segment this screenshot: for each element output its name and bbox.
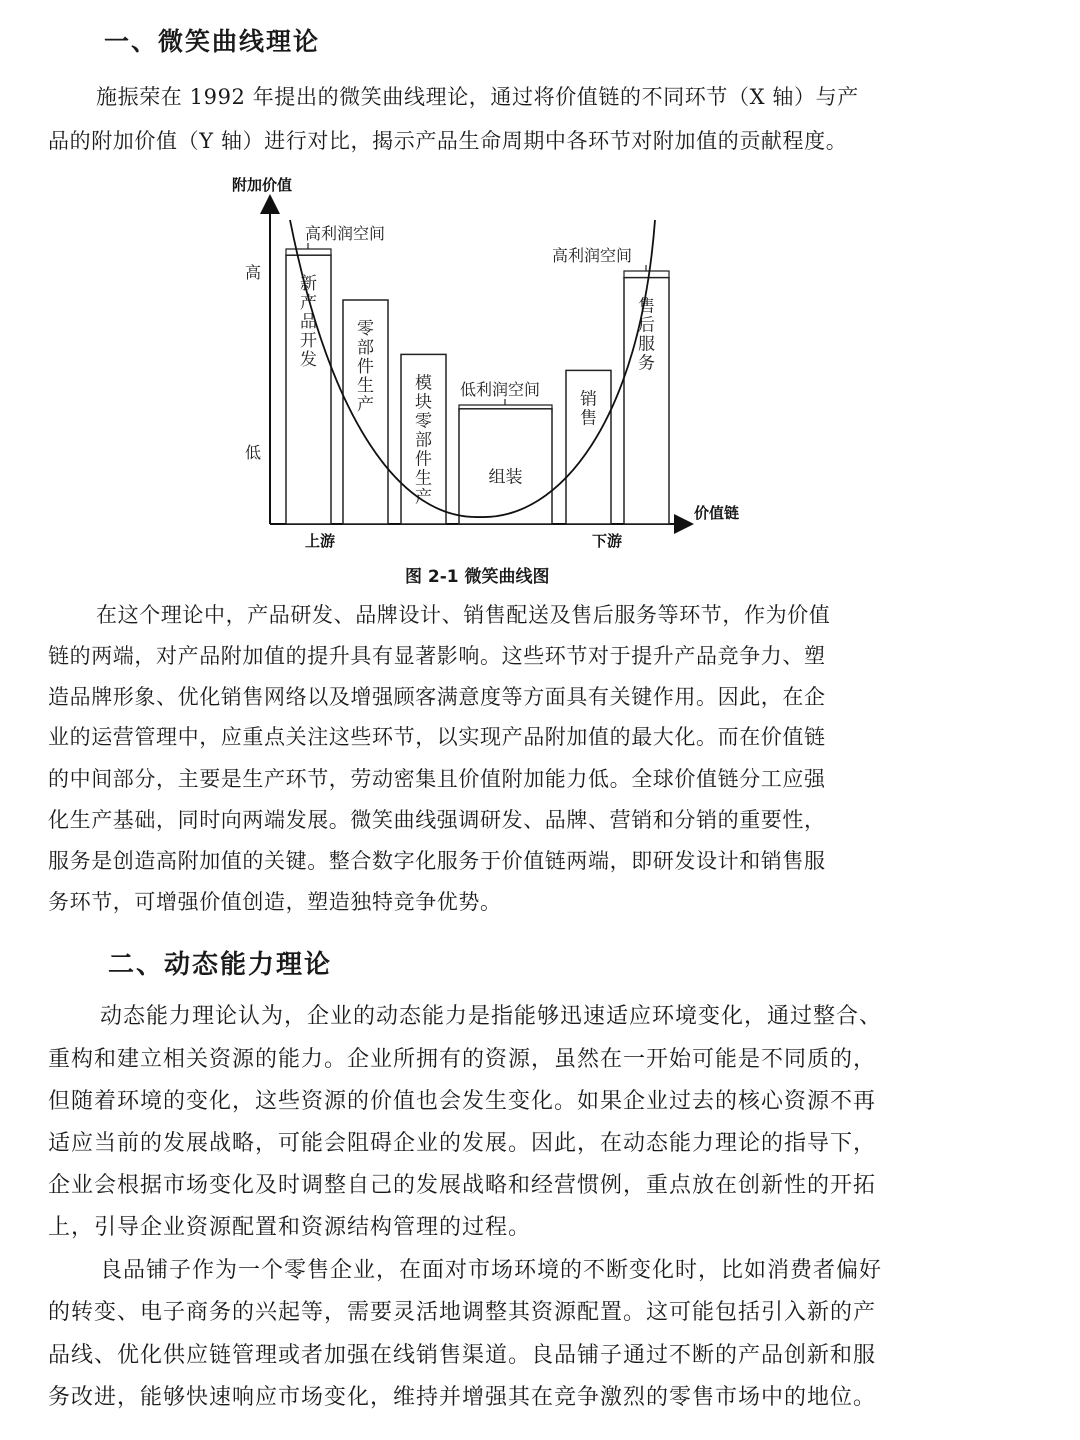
bar-label-4: 销售 <box>580 389 597 429</box>
paragraph-line: 企业会根据市场变化及时调整自己的发展战略和经营惯例，重点放在创新性的开拓 <box>48 1173 877 1198</box>
y-tick-high: 高 <box>245 263 262 282</box>
paragraph-line: 在这个理论中，产品研发、品牌设计、销售配送及售后服务等环节，作为价值 <box>96 603 831 627</box>
bracket-right <box>624 265 669 278</box>
bar-label-3: 组装 <box>488 467 523 488</box>
paragraph-line: 品线、优化供应链管理或者加强在线销售渠道。良品铺子通过不断的产品创新和服 <box>48 1343 877 1368</box>
bar-label-5: 售后服务 <box>638 296 655 374</box>
bar-label-1: 零部件生产 <box>357 319 374 415</box>
paragraph-line: 务改进，能够快速响应市场变化，维持并增强其在竞争激烈的零售市场中的地位。 <box>48 1385 877 1410</box>
x-tick-upstream: 上游 <box>305 532 336 550</box>
annotation-high-profit-right: 高利润空间 <box>552 246 633 265</box>
section-1-heading: 一、微笑曲线理论 <box>104 27 321 56</box>
paragraph-line: 动态能力理论认为，企业的动态能力是指能够迅速适应环境变化，通过整合、 <box>100 1004 883 1029</box>
paragraph-line: 链的两端，对产品附加值的提升具有显著影响。这些环节对于提升产品竞争力、塑 <box>48 644 826 668</box>
figure-caption: 图 2-1 微笑曲线图 <box>405 567 550 587</box>
paragraph-line: 的中间部分，主要是生产环节，劳动密集且价值附加能力低。全球价值链分工应强 <box>48 767 826 791</box>
paragraph-line: 务环节，可增强价值创造，塑造独特竞争优势。 <box>48 890 502 914</box>
y-axis-label: 附加价值 <box>232 176 293 194</box>
section-2-heading: 二、动态能力理论 <box>108 950 333 980</box>
paragraph-line: 上，引导企业资源配置和资源结构管理的过程。 <box>48 1215 532 1240</box>
annotation-low-profit: 低利润空间 <box>460 380 541 399</box>
paragraph-line: 施振荣在 1992 年提出的微笑曲线理论，通过将价值链的不同环节（X 轴）与产 <box>96 85 859 109</box>
paragraph-line: 但随着环境的变化，这些资源的价值也会发生变化。如果企业过去的核心资源不再 <box>48 1089 877 1114</box>
bar-label-0: 新产品开发 <box>300 274 317 371</box>
paragraph-line: 服务是创造高附加值的关键。整合数字化服务于价值链两端，即研发设计和销售服 <box>48 849 826 873</box>
x-axis-label: 价值链 <box>694 504 740 522</box>
paragraph-line: 良品铺子作为一个零售企业，在面对市场环境的不断变化时，比如消费者偏好 <box>100 1258 883 1283</box>
y-tick-low: 低 <box>245 443 262 462</box>
paragraph-line: 的转变、电子商务的兴起等，需要灵活地调整其资源配置。这可能包括引入新的产 <box>48 1300 877 1325</box>
annotation-high-profit-left: 高利润空间 <box>305 224 386 243</box>
paragraph-line: 适应当前的发展战略，可能会阻碍企业的发展。因此，在动态能力理论的指导下， <box>48 1131 877 1156</box>
paragraph-line: 业的运营管理中，应重点关注这些环节，以实现产品附加值的最大化。而在价值链 <box>48 725 826 749</box>
bar-label-2: 模块零部件生产 <box>415 373 432 508</box>
bracket-left <box>286 243 331 256</box>
paragraph-line: 化生产基础，同时向两端发展。微笑曲线强调研发、品牌、营销和分销的重要性， <box>48 808 826 832</box>
x-tick-downstream: 下游 <box>592 532 623 550</box>
paragraph-line: 品的附加价值（Y 轴）进行对比，揭示产品生命周期中各环节对附加值的贡献程度。 <box>48 129 848 153</box>
bar-3 <box>459 409 552 524</box>
paragraph-line: 造品牌形象、优化销售网络以及增强顾客满意度等方面具有关键作用。因此，在企 <box>48 685 826 709</box>
paragraph-line: 重构和建立相关资源的能力。企业所拥有的资源，虽然在一开始可能是不同质的， <box>48 1047 877 1072</box>
